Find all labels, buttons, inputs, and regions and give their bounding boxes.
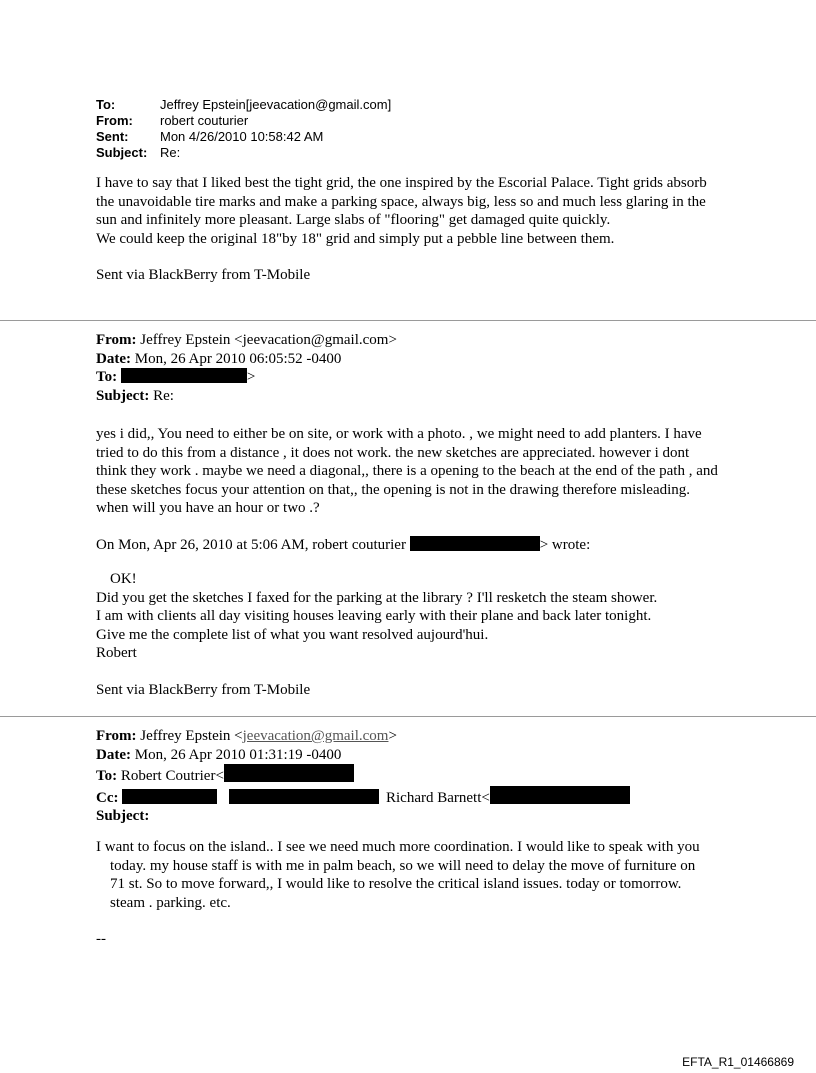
message-3-from-name: Jeffrey Epstein <: [140, 728, 243, 744]
quote-line-2: Did you get the sketches I faxed for the parking at the library ? I'll resketch the steam shower.: [96, 589, 658, 606]
header-subject-row: [96, 145, 391, 161]
message-3-subject-row: [96, 807, 726, 826]
quote-line-4: Give me the complete list of what you want resolved aujourd'hui.: [96, 626, 489, 643]
message-1-paragraph-2: We could keep the original 18"by 18" grid and simply put a pebble line between them.: [96, 230, 615, 247]
message-2-date-label: Date:: [96, 350, 131, 367]
message-3-cc-row: [96, 786, 726, 808]
message-2-date-value: Mon, 26 Apr 2010 06:05:52 -0400: [134, 350, 342, 367]
message-3-date-row: [96, 746, 726, 765]
redaction-block: [229, 789, 379, 804]
message-2-to-label: To:: [96, 369, 118, 385]
message-2-from-row: [96, 331, 726, 350]
message-2-signature: Sent via BlackBerry from T-Mobile: [96, 681, 311, 698]
message-2-from-label: From:: [96, 332, 137, 348]
message-1-body: [96, 174, 726, 285]
message-2-paragraph: yes i did,, You need to either be on site, or work with a photo. , we might need to add planters. I have tried to do this from a distance , it does not work. the new sketches are appreciated. however i dont think they work . maybe we need a diagonal,, there is a opening to the beach at the end of the path , and these sketches focus your attention on that,, the opening is not in the drawing therefore misleading. when will you have an hour or two .?: [96, 426, 718, 516]
message-2-quote-intro: [96, 536, 726, 555]
message-3-subject-label: Subject:: [96, 808, 150, 824]
redaction-block: [410, 536, 540, 551]
message-2-subject-row: [96, 387, 726, 406]
message-3-cc-value: Richard Barnett<: [386, 789, 490, 806]
message-2-body: [96, 425, 721, 518]
message-2-header: [96, 331, 726, 405]
document-id: EFTA_R1_01466869: [682, 1055, 794, 1069]
header-subject-label: Subject:: [96, 145, 148, 160]
message-3-separator: --: [96, 931, 106, 947]
message-2-to-suffix: >: [246, 369, 256, 385]
quote-line-1: OK!: [110, 571, 137, 587]
header-to-value: Jeffrey Epstein[jeevacation@gmail.com]: [160, 97, 392, 112]
message-3-from-row: [96, 727, 726, 746]
email-header: [96, 97, 391, 161]
header-sent-value: Mon 4/26/2010 10:58:42 AM: [160, 129, 324, 144]
quote-line-3: I am with clients all day visiting houses leaving early with their plane and back later tonight.: [96, 608, 652, 624]
message-3-cc-label: Cc:: [96, 789, 119, 806]
header-from-label: From:: [96, 113, 133, 128]
redaction-block: [121, 368, 247, 383]
message-3-header: [96, 727, 726, 826]
redaction-block: [224, 764, 354, 782]
quote-line-5: Robert: [96, 645, 137, 661]
header-from-value: robert couturier: [160, 113, 249, 128]
quote-intro-text: On Mon, Apr 26, 2010 at 5:06 AM, robert couturier: [96, 537, 406, 553]
message-2-subject-label: Subject:: [96, 387, 150, 404]
message-3-from-end: >: [388, 728, 397, 744]
message-2-quoted-text: [96, 570, 726, 699]
header-to-row: [96, 97, 391, 113]
message-3-to-value: Robert Coutrier<: [120, 768, 224, 784]
message-2-subject-value: Re:: [153, 387, 174, 404]
header-subject-value: Re:: [160, 145, 181, 160]
header-from-row: [96, 113, 391, 129]
message-2-from-value: Jeffrey Epstein <jeevacation@gmail.com>: [140, 332, 397, 348]
header-sent-row: [96, 129, 391, 145]
message-3-date-value: Mon, 26 Apr 2010 01:31:19 -0400: [134, 746, 342, 763]
message-2-date-row: [96, 350, 726, 369]
message-1-paragraph-1: I have to say that I liked best the tight grid, the one inspired by the Escorial Palace. Tight grids absorb the unavoidable tire marks and make a parking space, always big, less so and much less glaring in the sun and infinitely more pleasant. Large slabs of "flooring" get damaged quite quickly.: [96, 175, 707, 228]
message-3-date-label: Date:: [96, 746, 131, 763]
header-sent-label: Sent:: [96, 129, 129, 144]
quote-intro-suffix: > wrote:: [539, 537, 591, 553]
message-3-email-link[interactable]: jeevacation@gmail.com: [242, 728, 389, 744]
message-3-from-label: From:: [96, 728, 137, 744]
separator-line-2: [0, 716, 816, 717]
message-3-to-row: [96, 764, 726, 786]
redaction-block: [122, 789, 217, 804]
message-1-signature: Sent via BlackBerry from T-Mobile: [96, 267, 311, 283]
message-2-to-row: [96, 368, 726, 387]
message-3-body: [96, 838, 714, 949]
message-3-to-label: To:: [96, 768, 118, 784]
redaction-block: [490, 786, 630, 804]
header-to-label: To:: [96, 97, 116, 112]
message-3-paragraph: I want to focus on the island.. I see we need much more coordination. I would like to speak with you today. my house staff is with me in palm beach, so we will need to delay the move of furniture on 71 st. So to move forward,, I would like to resolve the critical island issues. today or tomorrow. steam . parking. etc.: [96, 839, 700, 911]
separator-line-1: [0, 320, 816, 321]
